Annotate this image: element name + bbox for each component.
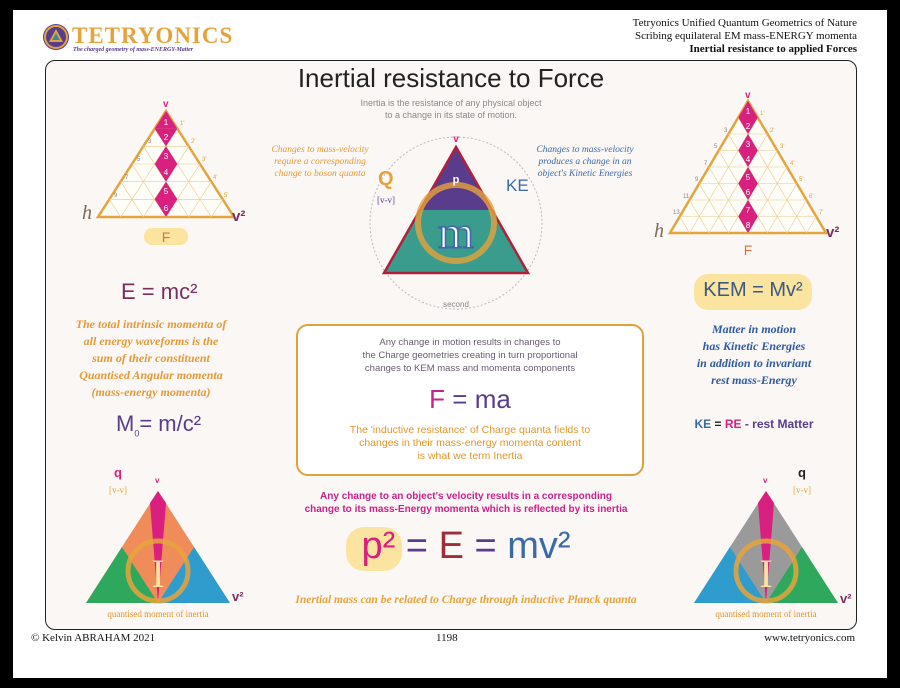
bl-q: q <box>114 465 122 480</box>
br-i-glyph: I <box>759 551 773 596</box>
inertial-mass-note: Inertial mass can be related to Charge through inductive Planck quanta <box>295 594 637 606</box>
right-cell-7: 7 <box>745 206 751 215</box>
left-cell-1: 1 <box>163 118 169 127</box>
left-tick-r1: 1' <box>180 121 185 127</box>
center-second-label: second <box>443 300 469 309</box>
bottom-center-text <box>276 490 656 516</box>
left-cell-6: 6 <box>163 204 169 213</box>
right-f-label: F <box>743 242 753 258</box>
header-line-1: Tetryonics Unified Quantum Geometrics of Nature <box>632 17 857 29</box>
box-line-6: is what we term Inertia <box>417 450 523 462</box>
left-tick-r4: 4' <box>213 175 218 181</box>
right-desc-1: Matter in motion <box>711 322 797 336</box>
left-equation-m0 <box>116 411 201 438</box>
bl-v2: v² <box>232 589 244 604</box>
br-v2: v² <box>840 591 852 606</box>
center-m-label: m <box>438 207 474 258</box>
center-left-note-2: require a corresponding <box>274 157 366 167</box>
eq-sign-2: = <box>463 525 508 567</box>
right-tick-l5: 11 <box>683 194 690 200</box>
box-line-2: the Charge geometries creating in turn proportional <box>362 350 578 361</box>
mv2-term: mv² <box>507 525 571 567</box>
f-ma-equation <box>298 384 642 415</box>
logo-tagline: The charged geometry of mass-ENERGY-Matter <box>73 47 194 53</box>
right-desc-3: in addition to invariant <box>696 356 812 370</box>
bottom-right-inertia-diagram <box>666 463 866 621</box>
right-tick-r2: 2' <box>770 128 775 134</box>
page-header <box>537 17 857 56</box>
ma-term: ma <box>474 384 511 414</box>
br-v: v <box>763 476 768 485</box>
left-cell-5: 5 <box>163 187 169 196</box>
right-cell-6: 6 <box>745 188 751 197</box>
m0-sub: 0 <box>134 428 140 439</box>
left-desc-2: all energy waveforms is the <box>83 334 219 348</box>
left-top-v: v <box>163 99 169 110</box>
left-desc-4: Quantised Angular momenta <box>79 368 223 382</box>
left-tick-l3: 7 <box>125 175 129 181</box>
subtitle-line-1: Inertia is the resistance of any physical object <box>360 98 542 108</box>
left-tick-l2: 5 <box>137 157 141 163</box>
right-cell-5: 5 <box>745 173 751 182</box>
right-equation-kem: KEM = Mv² <box>703 279 803 301</box>
ke-term: KE <box>694 417 712 431</box>
footer-copyright: © Kelvin ABRAHAM 2021 <box>31 632 156 644</box>
right-tick-r4: 4' <box>790 161 795 167</box>
right-top-v: v <box>745 90 751 101</box>
center-ke-label: KE <box>506 176 529 195</box>
box-line-3: changes to KEM mass and momenta components <box>364 363 576 374</box>
ke-re-equation <box>679 417 829 431</box>
box-intro <box>298 336 642 375</box>
f-eq: = <box>445 384 475 414</box>
bl-v: v <box>155 476 160 485</box>
left-tick-l1: 3 <box>148 139 152 145</box>
right-tick-r6: 6' <box>809 194 814 200</box>
right-tick-l4: 9 <box>695 177 699 183</box>
center-top-v: v <box>453 134 459 145</box>
left-tick-r2: 2' <box>191 139 196 145</box>
center-q-sub: [v-v] <box>377 195 395 205</box>
footer-page-number: 1198 <box>436 632 458 644</box>
center-left-note-1: Changes to mass-velocity <box>271 145 369 155</box>
m0-rest: = m/c² <box>139 411 202 436</box>
center-left-note-3: change to boson quanta <box>274 169 366 179</box>
bl-q-sub: [v-v] <box>109 485 127 495</box>
box-outro <box>298 424 642 463</box>
box-line-5: changes in their mass-energy momenta content <box>359 437 581 449</box>
header-line-2: Scribing equilateral EM mass-ENERGY momenta <box>635 30 857 42</box>
br-q: q <box>798 465 806 480</box>
center-info-box <box>296 324 644 476</box>
left-tick-r3: 3' <box>202 157 207 163</box>
left-v2-label: v² <box>232 208 246 225</box>
header-line-3: Inertial resistance to applied Forces <box>689 43 857 55</box>
right-v2-label: v² <box>826 224 840 241</box>
right-desc-2: has Kinetic Energies <box>702 339 806 353</box>
page-title: Inertial resistance to Force <box>297 63 605 93</box>
left-desc-3: sum of their constituent <box>92 351 210 365</box>
right-tick-l3: 7 <box>704 161 708 167</box>
m0-m: M <box>116 411 135 436</box>
br-q-sub: [v-v] <box>793 485 811 495</box>
right-cell-3: 3 <box>745 140 751 149</box>
center-p-label: p <box>452 174 460 186</box>
right-description <box>674 321 834 389</box>
left-cell-2: 2 <box>163 133 169 142</box>
br-caption: quantised moment of inertia <box>715 609 817 619</box>
right-tick-r7: 7' <box>819 210 824 216</box>
center-q-label: Q <box>378 168 394 190</box>
right-cell-4: 4 <box>745 155 751 164</box>
page <box>13 10 887 678</box>
bl-caption: quantised moment of inertia <box>107 609 209 619</box>
bottom-left-inertia-diagram <box>62 463 262 621</box>
page-subtitle <box>301 97 601 121</box>
left-description <box>66 316 236 401</box>
ke-eq: = <box>711 417 725 431</box>
bottom-line-1: Any change to an object's velocity results in a corresponding <box>320 491 612 502</box>
footer-url[interactable]: www.tetryonics.com <box>764 632 855 644</box>
left-cell-3: 3 <box>163 152 169 161</box>
box-line-4: The 'inductive resistance' of Charge quanta fields to <box>349 424 591 436</box>
right-h-label: h <box>654 220 664 242</box>
logo-icon <box>43 24 69 50</box>
box-line-1: Any change in motion results in changes to <box>379 337 561 348</box>
right-tick-r5: 5' <box>799 177 804 183</box>
right-tick-r1: 1' <box>760 111 765 117</box>
logo-wordmark: TETRYONICS <box>72 23 234 48</box>
left-energy-triangle <box>66 87 266 247</box>
right-cell-2: 2 <box>745 122 751 131</box>
e-term: E <box>438 525 464 567</box>
right-tick-r3: 3' <box>780 144 785 150</box>
bottom-line-2: change to its mass-Energy momenta which is reflected by its inertia <box>304 504 628 515</box>
right-energy-triangle <box>644 87 856 267</box>
left-f-label: F <box>161 229 171 245</box>
left-tick-l4: 9 <box>114 193 118 199</box>
center-right-note-1: Changes to mass-velocity <box>536 145 634 155</box>
eq-sign-1: = <box>395 525 439 567</box>
left-h-label: h <box>82 202 92 224</box>
right-cell-8: 8 <box>745 221 751 230</box>
right-desc-4: rest mass-Energy <box>711 373 797 387</box>
center-mass-diagram <box>366 125 546 315</box>
subtitle-line-2: to a change in its state of motion. <box>384 110 518 120</box>
left-desc-1: The total intrinsic momenta of <box>75 317 227 331</box>
right-tick-l6: 13 <box>673 210 680 216</box>
p2-e-mv2-equation <box>276 525 656 568</box>
left-equation-emc2: E = mc² <box>121 279 198 304</box>
p2-term: p² <box>361 525 396 567</box>
left-desc-5: (mass-energy momenta) <box>91 385 211 399</box>
re-term: RE <box>724 417 742 431</box>
right-tick-l1: 3 <box>724 128 728 134</box>
right-cell-1: 1 <box>745 107 751 116</box>
right-tick-l2: 5 <box>714 144 718 150</box>
center-right-note-3: object's Kinetic Energies <box>537 169 633 179</box>
content-panel <box>45 60 857 630</box>
bl-i-glyph: I <box>151 551 165 596</box>
left-tick-r5: 5' <box>224 193 229 199</box>
center-left-note <box>260 144 380 180</box>
f-term: F <box>429 384 446 414</box>
center-right-note-2: produces a change in an <box>538 157 632 167</box>
rest-matter-term: - rest Matter <box>741 417 814 431</box>
left-cell-4: 4 <box>163 168 169 177</box>
